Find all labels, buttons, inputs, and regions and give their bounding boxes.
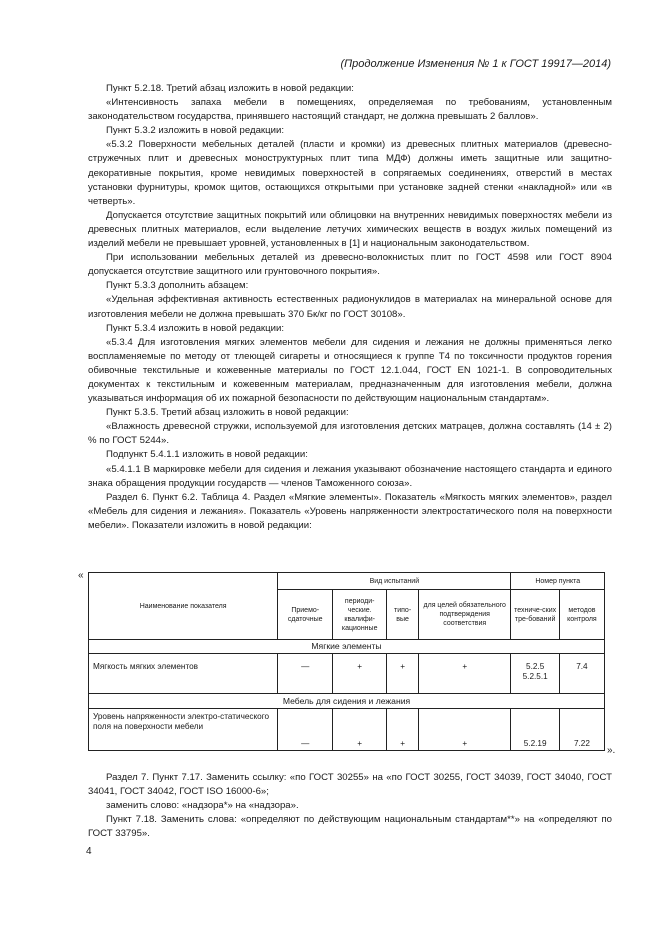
paragraph: Допускается отсутствие защитных покрытий или облицовки на внутренних невидимых поверхностях мебели из древесных плитных материалов, если выделение летучих химических веществ в воздух жилых помещений из изделий мебели не превышает уровней, установленных в [1] и национальным законодательством.: [88, 209, 612, 250]
row-softness-certification: +: [419, 654, 511, 694]
table-close-quote: ».: [607, 745, 616, 756]
paragraph: «5.4.1.1 В маркировке мебели для сидения и лежания указывают обозначение настоящего стандарта и единого знака обращения продукции государств — членов Таможенного союза».: [88, 463, 612, 489]
paragraph: «5.3.2 Поверхности мебельных деталей (пласти и кромки) из древесных плитных материалов (древесно-стружечных плит и древесных моноструктурных плит типа МДФ) должны иметь защитные или защитно-декоративные покрытия, кроме невидимых поверхностей в сопрягаемых соединениях, отверстий в местах установки фурнитуры, кромок щитов, остающихся открытыми при установке задней стенки «накладной» или «в четверть».: [88, 139, 612, 207]
page-number: 4: [86, 846, 92, 857]
clause-ref: 5.2.5: [526, 662, 545, 671]
col-header-indicator: Наименование показателя: [89, 573, 278, 640]
col-header-periodic: периоди-ческие. квалифи-кационные: [333, 590, 387, 640]
page-header: (Продолжение Изменения № 1 к ГОСТ 19917—2014): [340, 58, 611, 70]
row-softness-clause-method: 7.4: [559, 654, 604, 694]
row-electrostatic-periodic: +: [333, 709, 387, 751]
paragraph: Пункт 5.3.2 изложить в новой редакции:: [106, 125, 284, 137]
row-electrostatic-clause-method: 7.22: [559, 709, 604, 751]
row-softness-periodic: +: [333, 654, 387, 694]
paragraph: Раздел 7. Пункт 7.17. Заменить ссылку: «по ГОСТ 30255» на «по ГОСТ 30255, ГОСТ 34039, ГОСТ 34040, ГОСТ 34041, ГОСТ 34042, ГОСТ ISO 16000-6»;: [88, 772, 612, 798]
row-electrostatic-acceptance: —: [278, 709, 333, 751]
row-softness-type: +: [387, 654, 419, 694]
table-section-soft-elements: Мягкие элементы: [89, 640, 605, 654]
col-group-clause-number: Номер пункта: [511, 573, 605, 590]
paragraph: Пункт 7.18. Заменить слова: «определяют по действующим национальным стандартам**» на «определяют по ГОСТ 33795».: [88, 814, 612, 840]
paragraph: Пункт 5.3.4 изложить в новой редакции:: [106, 322, 284, 334]
paragraph: «Влажность древесной стружки, используемой для изготовления детских матрацев, должна составлять (14 ± 2) % по ГОСТ 5244».: [88, 421, 612, 447]
body-text: [88, 82, 612, 533]
row-electrostatic-name: Уровень напряженности электро-статического поля на поверхности мебели: [89, 709, 278, 751]
col-header-test-methods: методов контроля: [559, 590, 604, 640]
row-softness-name: Мягкость мягких элементов: [89, 654, 278, 694]
paragraph: Подпункт 5.4.1.1 изложить в новой редакции:: [106, 449, 308, 461]
paragraph: «Удельная эффективная активность естественных радионуклидов в материалах на минеральной основе для изготовления мебели не должна превышать 370 Бк/кг по ГОСТ 30108».: [88, 294, 612, 320]
table-open-quote: «: [78, 570, 84, 581]
paragraph: «Интенсивность запаха мебели в помещениях, определяемая по требованиям, установленным законодательством государства, принявшего настоящий стандарт, не должна превышать 2 баллов».: [88, 97, 612, 123]
col-header-tech-requirements: техниче-ских тре-бований: [511, 590, 559, 640]
paragraph: Пункт 5.2.18. Третий абзац изложить в новой редакции:: [106, 83, 354, 94]
paragraph: При использовании мебельных деталей из древесно-волокнистых плит по ГОСТ 4598 или ГОСТ 8904 допускается отсутствие защитного или грунтовочного покрытия».: [88, 252, 612, 278]
indicator-table-block: [78, 568, 623, 758]
indicator-table: [88, 572, 605, 751]
row-softness-acceptance: —: [278, 654, 333, 694]
row-electrostatic-type: +: [387, 709, 419, 751]
col-header-certification: для целей обязательного подтверждения соответствия: [419, 590, 511, 640]
table-section-furniture: Мебель для сидения и лежания: [89, 694, 605, 709]
clause-ref: 5.2.5.1: [522, 672, 548, 682]
col-header-acceptance: Приемо-сдаточные: [278, 590, 333, 640]
paragraph: заменить слово: «надзора*» на «надзора».: [106, 800, 299, 812]
paragraph: Пункт 5.3.5. Третий абзац изложить в новой редакции:: [106, 407, 349, 419]
col-header-type: типо-вые: [387, 590, 419, 640]
row-softness-clause-req: [511, 654, 559, 694]
paragraph: Раздел 6. Пункт 6.2. Таблица 4. Раздел «Мягкие элементы». Показатель «Мягкость мягких элементов», раздел «Мебель для сидения и лежания». Показатель «Уровень напряженности электростатического поля на поверхности мебели». Показатели изложить в новой редакции:: [88, 491, 612, 531]
col-group-test-types: Вид испытаний: [278, 573, 511, 590]
paragraph: «5.3.4 Для изготовления мягких элементов мебели для сидения и лежания не должны применяться легко воспламеняемые по методу от тлеющей сигареты и относящиеся к группе Т4 по токсичности продуктов горения обивочные текстильные и кожевенные материалы по ГОСТ 12.1.044, ГОСТ EN 1021-1. В сопроводительных документах к текстильным и кожевенным материалам, предназначенным для изготовления мебели, должна указываться информация об их пожарной безопасности по действующим национальным стандартам».: [88, 336, 612, 405]
row-electrostatic-certification: +: [419, 709, 511, 751]
paragraph: Пункт 5.3.3 дополнить абзацем:: [106, 280, 249, 292]
row-electrostatic-clause-req: 5.2.19: [511, 709, 559, 751]
body-text-after-table: [88, 771, 612, 841]
